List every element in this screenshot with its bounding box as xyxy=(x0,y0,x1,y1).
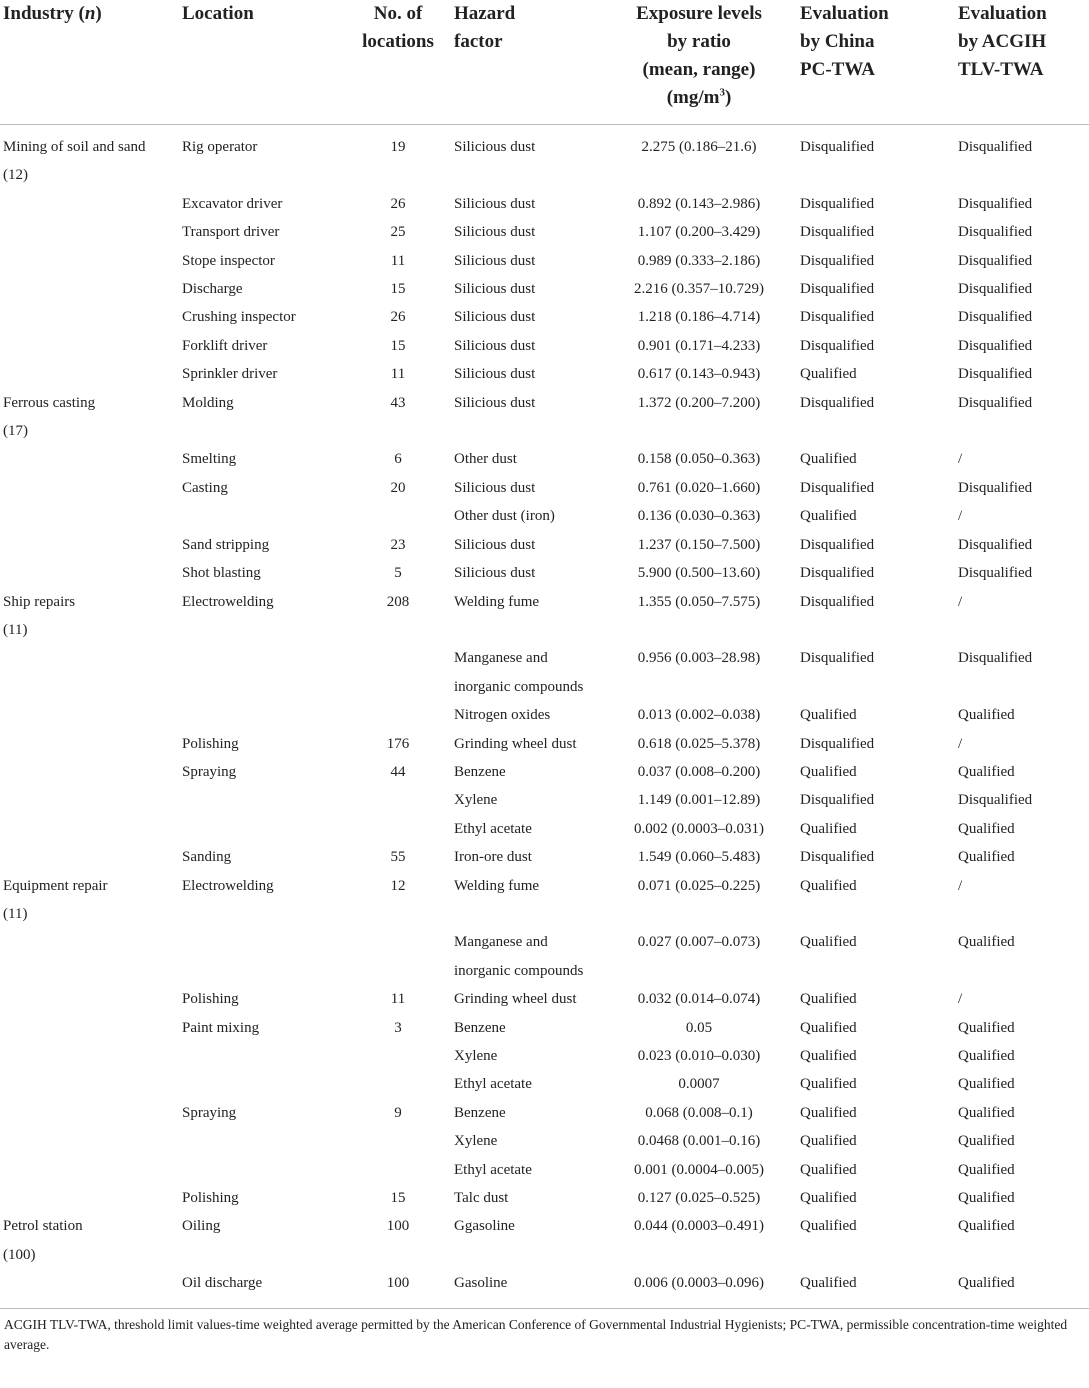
cell-num-locations: 100 xyxy=(386,1218,410,1235)
cell-industry xyxy=(0,1184,179,1212)
cell-exposure: 0.989 (0.333–2.186) xyxy=(637,252,761,269)
cell-hazard-factor: Xylene xyxy=(454,1133,498,1150)
cell-hazard-factor: Grinding wheel dust xyxy=(454,991,577,1008)
cell-hazard-factor: Silicious dust xyxy=(454,366,536,383)
cell-china-evaluation: Disqualified xyxy=(800,735,875,752)
cell-acgih-evaluation: Qualified xyxy=(958,1218,1015,1235)
cell-acgih-evaluation: Disqualified xyxy=(958,281,1033,298)
table-row xyxy=(0,1127,1089,1155)
cell-exposure: 0.05 xyxy=(685,1019,713,1036)
cell-industry: Mining of soil and sand (12) xyxy=(3,139,146,184)
cell-num-locations: 23 xyxy=(390,536,406,553)
cell-num-locations xyxy=(345,1156,451,1184)
cell-china-evaluation: Qualified xyxy=(800,707,857,724)
header-acgih-evaluation: Evaluation by ACGIH TLV-TWA xyxy=(958,3,1047,80)
cell-acgih-evaluation: Disqualified xyxy=(958,536,1033,553)
cell-acgih-evaluation: Qualified xyxy=(958,763,1015,780)
cell-acgih-evaluation: Qualified xyxy=(958,1190,1015,1207)
cell-num-locations xyxy=(345,1127,451,1155)
cell-industry: Petrol station (100) xyxy=(3,1218,83,1263)
cell-location xyxy=(179,1156,345,1184)
cell-china-evaluation: Disqualified xyxy=(800,337,875,354)
cell-num-locations: 100 xyxy=(386,1275,410,1292)
cell-acgih-evaluation: Disqualified xyxy=(958,650,1033,667)
cell-hazard-factor: Silicious dust xyxy=(454,394,536,411)
cell-num-locations: 12 xyxy=(390,877,406,894)
cell-hazard-factor: Welding fume xyxy=(454,877,540,894)
table-row xyxy=(0,928,1089,985)
cell-num-locations: 9 xyxy=(394,1104,402,1121)
cell-location: Polishing xyxy=(182,991,239,1008)
table-row xyxy=(0,644,1089,701)
cell-location: Oil discharge xyxy=(182,1275,263,1292)
cell-industry xyxy=(0,190,179,218)
cell-acgih-evaluation: Disqualified xyxy=(958,139,1033,155)
cell-acgih-evaluation: / xyxy=(958,451,963,468)
cell-num-locations: 11 xyxy=(390,991,406,1008)
cell-china-evaluation: Qualified xyxy=(800,934,857,951)
cell-exposure: 0.956 (0.003–28.98) xyxy=(637,650,761,667)
cell-china-evaluation: Disqualified xyxy=(800,650,875,667)
cell-china-evaluation: Disqualified xyxy=(800,479,875,496)
cell-china-evaluation: Qualified xyxy=(800,1104,857,1121)
cell-hazard-factor: Other dust (iron) xyxy=(454,508,555,525)
cell-hazard-factor: Manganese and inorganic compounds xyxy=(454,650,584,695)
cell-exposure: 0.0468 (0.001–0.16) xyxy=(637,1133,761,1150)
cell-location: Smelting xyxy=(182,451,237,468)
cell-exposure: 1.237 (0.150–7.500) xyxy=(637,536,761,553)
cell-exposure: 0.068 (0.008–0.1) xyxy=(645,1104,753,1121)
cell-location: Forklift driver xyxy=(182,337,268,354)
cell-num-locations: 26 xyxy=(390,195,406,212)
cell-acgih-evaluation: Disqualified xyxy=(958,366,1033,383)
table-row xyxy=(0,502,1089,530)
cell-num-locations: 44 xyxy=(390,763,406,780)
cell-china-evaluation: Qualified xyxy=(800,1048,857,1064)
cell-location: Shot blasting xyxy=(182,565,261,582)
cell-china-evaluation: Disqualified xyxy=(800,281,875,298)
cell-acgih-evaluation: Disqualified xyxy=(958,224,1033,241)
table-row xyxy=(0,1042,1089,1070)
table-row xyxy=(0,445,1089,473)
cell-location: Sprinkler driver xyxy=(182,366,278,383)
table-row xyxy=(0,275,1089,303)
cell-industry xyxy=(0,1269,179,1303)
table-row xyxy=(0,1269,1089,1303)
cell-num-locations xyxy=(345,502,451,530)
cell-china-evaluation: Qualified xyxy=(800,877,857,894)
cell-location: Discharge xyxy=(182,281,243,298)
cell-china-evaluation: Disqualified xyxy=(800,536,875,553)
cell-industry xyxy=(0,1156,179,1184)
cell-hazard-factor: Iron-ore dust xyxy=(454,849,532,866)
cell-num-locations xyxy=(345,1042,451,1070)
cell-exposure: 0.037 (0.008–0.200) xyxy=(637,763,761,780)
cell-location: Electrowelding xyxy=(182,593,274,610)
cell-exposure: 0.618 (0.025–5.378) xyxy=(637,735,761,752)
cell-china-evaluation: Disqualified xyxy=(800,195,875,212)
cell-hazard-factor: Other dust xyxy=(454,451,517,468)
cell-location: Rig operator xyxy=(182,139,258,155)
cell-industry xyxy=(0,474,179,502)
cell-industry xyxy=(0,445,179,473)
cell-exposure: 2.216 (0.357–10.729) xyxy=(634,281,764,298)
table-row xyxy=(0,332,1089,360)
cell-china-evaluation: Qualified xyxy=(800,508,857,525)
cell-industry: Ferrous casting (17) xyxy=(3,394,96,440)
cell-num-locations: 20 xyxy=(390,479,406,496)
table-row xyxy=(0,1212,1089,1269)
cell-industry xyxy=(0,1014,179,1042)
header-hazard-factor: Hazard factor xyxy=(454,3,516,52)
cell-acgih-evaluation: Qualified xyxy=(958,934,1015,951)
cell-acgih-evaluation: Qualified xyxy=(958,820,1015,837)
cell-num-locations: 25 xyxy=(390,224,406,241)
cell-num-locations: 15 xyxy=(390,281,406,298)
cell-china-evaluation: Qualified xyxy=(800,1161,857,1178)
cell-exposure: 0.006 (0.0003–0.096) xyxy=(634,1275,764,1292)
table-row xyxy=(0,786,1089,814)
cell-exposure: 1.218 (0.186–4.714) xyxy=(637,309,761,326)
cell-location: Excavator driver xyxy=(182,195,283,212)
table-row xyxy=(0,531,1089,559)
cell-exposure: 0.0007 xyxy=(678,1076,720,1093)
table-row xyxy=(0,360,1089,388)
cell-acgih-evaluation: Disqualified xyxy=(958,565,1033,582)
cell-hazard-factor: Benzene xyxy=(454,1104,506,1121)
footnote: ACGIH TLV-TWA, threshold limit values-time weighted average permitted by the American Conference of Governmental Industrial Hygienists; PC-TWA, permissible concentration-time weighted average. xyxy=(4,1316,1068,1352)
cell-hazard-factor: Silicious dust xyxy=(454,565,536,582)
cell-hazard-factor: Manganese and inorganic compounds xyxy=(454,934,584,979)
cell-num-locations: 208 xyxy=(386,593,410,610)
cell-location: Crushing inspector xyxy=(182,309,296,326)
cell-acgih-evaluation: / xyxy=(958,877,963,894)
cell-industry xyxy=(0,332,179,360)
cell-acgih-evaluation: Disqualified xyxy=(958,195,1033,212)
cell-location: Paint mixing xyxy=(182,1019,260,1036)
table-body xyxy=(0,125,1089,1304)
cell-industry xyxy=(0,985,179,1013)
cell-exposure: 0.127 (0.025–0.525) xyxy=(637,1190,761,1207)
cell-exposure: 0.158 (0.050–0.363) xyxy=(637,451,761,468)
cell-industry xyxy=(0,928,179,985)
cell-hazard-factor: Grinding wheel dust xyxy=(454,735,577,752)
cell-exposure: 0.136 (0.030–0.363) xyxy=(637,508,761,525)
cell-exposure: 1.149 (0.001–12.89) xyxy=(637,792,761,809)
table-row xyxy=(0,190,1089,218)
cell-china-evaluation: Qualified xyxy=(800,366,857,383)
cell-china-evaluation: Disqualified xyxy=(800,792,875,809)
cell-num-locations xyxy=(345,786,451,814)
cell-location: Spraying xyxy=(182,1104,237,1121)
cell-china-evaluation: Qualified xyxy=(800,820,857,837)
cell-industry xyxy=(0,758,179,786)
cell-hazard-factor: Silicious dust xyxy=(454,536,536,553)
cell-exposure: 0.027 (0.007–0.073) xyxy=(637,934,761,951)
cell-num-locations: 15 xyxy=(390,1190,406,1207)
cell-num-locations xyxy=(345,815,451,843)
cell-acgih-evaluation: Disqualified xyxy=(958,309,1033,326)
cell-acgih-evaluation: Qualified xyxy=(958,849,1015,866)
cell-china-evaluation: Disqualified xyxy=(800,252,875,269)
cell-hazard-factor: Silicious dust xyxy=(454,195,536,212)
cell-industry xyxy=(0,360,179,388)
cell-acgih-evaluation: Disqualified xyxy=(958,394,1033,411)
cell-china-evaluation: Qualified xyxy=(800,1275,857,1292)
table-row xyxy=(0,1156,1089,1184)
cell-industry xyxy=(0,303,179,331)
cell-num-locations xyxy=(345,701,451,729)
cell-exposure: 2.275 (0.186–21.6) xyxy=(641,139,757,155)
cell-exposure: 5.900 (0.500–13.60) xyxy=(637,565,761,582)
cell-exposure: 0.001 (0.0004–0.005) xyxy=(634,1161,764,1178)
cell-hazard-factor: Gasoline xyxy=(454,1275,508,1292)
cell-industry xyxy=(0,730,179,758)
cell-location: Stope inspector xyxy=(182,252,275,269)
cell-exposure: 1.107 (0.200–3.429) xyxy=(637,224,761,241)
cell-acgih-evaluation: Qualified xyxy=(958,1275,1015,1292)
cell-location xyxy=(179,815,345,843)
cell-exposure: 0.071 (0.025–0.225) xyxy=(637,877,761,894)
table-row xyxy=(0,1099,1089,1127)
cell-industry xyxy=(0,786,179,814)
cell-china-evaluation: Qualified xyxy=(800,1133,857,1150)
cell-location xyxy=(179,701,345,729)
cell-acgih-evaluation: Disqualified xyxy=(958,792,1033,809)
cell-hazard-factor: Benzene xyxy=(454,1019,506,1036)
cell-acgih-evaluation: Qualified xyxy=(958,1019,1015,1036)
cell-acgih-evaluation: Qualified xyxy=(958,707,1015,724)
cell-num-locations xyxy=(345,928,451,985)
header-china-evaluation: Evaluation by China PC-TWA xyxy=(800,3,889,80)
cell-acgih-evaluation: / xyxy=(958,593,963,610)
header-location: Location xyxy=(182,3,254,24)
cell-location: Transport driver xyxy=(182,224,280,241)
table-row xyxy=(0,1184,1089,1212)
cell-exposure: 0.023 (0.010–0.030) xyxy=(637,1048,761,1064)
table-row xyxy=(0,758,1089,786)
cell-industry xyxy=(0,218,179,246)
cell-hazard-factor: Silicious dust xyxy=(454,224,536,241)
cell-acgih-evaluation: Qualified xyxy=(958,1133,1015,1150)
cell-china-evaluation: Disqualified xyxy=(800,565,875,582)
cell-location: Polishing xyxy=(182,735,239,752)
cell-num-locations: 19 xyxy=(390,139,406,155)
table-header xyxy=(0,0,1089,125)
cell-hazard-factor: Ethyl acetate xyxy=(454,1076,532,1093)
cell-num-locations: 43 xyxy=(390,394,406,411)
cell-industry xyxy=(0,1042,179,1070)
cell-num-locations: 11 xyxy=(390,366,406,383)
cell-hazard-factor: Nitrogen oxides xyxy=(454,707,551,724)
cell-num-locations: 3 xyxy=(394,1019,402,1036)
cell-hazard-factor: Talc dust xyxy=(454,1190,509,1207)
cell-location: Molding xyxy=(182,394,234,411)
cell-hazard-factor: Silicious dust xyxy=(454,337,536,354)
cell-hazard-factor: Ggasoline xyxy=(454,1218,515,1235)
table-row xyxy=(0,730,1089,758)
table-row xyxy=(0,125,1089,190)
cell-exposure: 0.901 (0.171–4.233) xyxy=(637,337,761,354)
table-row xyxy=(0,247,1089,275)
cell-industry xyxy=(0,531,179,559)
cell-china-evaluation: Qualified xyxy=(800,1076,857,1093)
cell-china-evaluation: Disqualified xyxy=(800,593,875,610)
cell-location: Oiling xyxy=(182,1218,221,1235)
cell-location xyxy=(179,1042,345,1070)
cell-hazard-factor: Ethyl acetate xyxy=(454,1161,532,1178)
cell-num-locations: 15 xyxy=(390,337,406,354)
cell-num-locations: 5 xyxy=(394,565,402,582)
table-row xyxy=(0,474,1089,502)
cell-china-evaluation: Disqualified xyxy=(800,849,875,866)
cell-location xyxy=(179,928,345,985)
cell-industry xyxy=(0,559,179,587)
table-footer xyxy=(0,1308,1089,1355)
cell-location xyxy=(179,1070,345,1098)
cell-num-locations: 6 xyxy=(394,451,402,468)
header-industry: Industry (n) xyxy=(3,3,102,24)
cell-hazard-factor: Xylene xyxy=(454,1048,498,1064)
cell-hazard-factor: Welding fume xyxy=(454,593,540,610)
cell-industry xyxy=(0,247,179,275)
table-row xyxy=(0,1070,1089,1098)
cell-industry xyxy=(0,1070,179,1098)
header-num-locations: No. of locations xyxy=(362,3,434,52)
cell-exposure: 0.892 (0.143–2.986) xyxy=(637,195,761,212)
cell-exposure: 0.013 (0.002–0.038) xyxy=(637,707,761,724)
cell-china-evaluation: Disqualified xyxy=(800,224,875,241)
cell-num-locations: 26 xyxy=(390,309,406,326)
cell-acgih-evaluation: Disqualified xyxy=(958,337,1033,354)
cell-exposure: 1.549 (0.060–5.483) xyxy=(637,849,761,866)
cell-china-evaluation: Qualified xyxy=(800,1190,857,1207)
cell-acgih-evaluation: / xyxy=(958,991,963,1008)
cell-location xyxy=(179,1127,345,1155)
cell-exposure: 0.617 (0.143–0.943) xyxy=(637,366,761,383)
table-row xyxy=(0,815,1089,843)
cell-industry xyxy=(0,644,179,701)
cell-hazard-factor: Silicious dust xyxy=(454,281,536,298)
cell-hazard-factor: Ethyl acetate xyxy=(454,820,532,837)
cell-industry xyxy=(0,701,179,729)
cell-exposure: 0.044 (0.0003–0.491) xyxy=(634,1218,764,1235)
header-exposure-levels: Exposure levels by ratio (mean, range) $(mg/m^3)$ xyxy=(636,3,762,108)
cell-exposure: 0.761 (0.020–1.660) xyxy=(637,479,761,496)
cell-hazard-factor: Silicious dust xyxy=(454,309,536,326)
cell-industry xyxy=(0,1127,179,1155)
cell-industry: Equipment repair (11) xyxy=(3,877,108,922)
cell-hazard-factor: Silicious dust xyxy=(454,139,536,155)
cell-industry: Ship repairs (11) xyxy=(3,593,76,638)
table-row xyxy=(0,303,1089,331)
cell-industry xyxy=(0,815,179,843)
cell-num-locations xyxy=(345,644,451,701)
cell-num-locations: 55 xyxy=(390,849,406,866)
cell-num-locations: 11 xyxy=(390,252,406,269)
cell-acgih-evaluation: / xyxy=(958,735,963,752)
cell-china-evaluation: Disqualified xyxy=(800,309,875,326)
cell-exposure: 1.372 (0.200–7.200) xyxy=(637,394,761,411)
cell-china-evaluation: Qualified xyxy=(800,763,857,780)
header-row xyxy=(0,0,1089,125)
cell-acgih-evaluation: Qualified xyxy=(958,1076,1015,1093)
cell-acgih-evaluation: Qualified xyxy=(958,1104,1015,1121)
cell-industry xyxy=(0,275,179,303)
cell-exposure: 0.002 (0.0003–0.031) xyxy=(634,820,764,837)
table-row xyxy=(0,1014,1089,1042)
table-row xyxy=(0,559,1089,587)
table-row xyxy=(0,588,1089,645)
cell-acgih-evaluation: Qualified xyxy=(958,1048,1015,1064)
table-row xyxy=(0,843,1089,871)
cell-location xyxy=(179,502,345,530)
cell-acgih-evaluation: Disqualified xyxy=(958,479,1033,496)
cell-num-locations xyxy=(345,1070,451,1098)
cell-exposure: 1.355 (0.050–7.575) xyxy=(637,593,761,610)
table-row xyxy=(0,701,1089,729)
table-row xyxy=(0,218,1089,246)
cell-china-evaluation: Qualified xyxy=(800,991,857,1008)
cell-location: Casting xyxy=(182,479,228,496)
cell-industry xyxy=(0,502,179,530)
cell-acgih-evaluation: Disqualified xyxy=(958,252,1033,269)
table-row xyxy=(0,389,1089,446)
cell-location: Spraying xyxy=(182,763,237,780)
table-row xyxy=(0,985,1089,1013)
cell-hazard-factor: Benzene xyxy=(454,763,506,780)
cell-location: Sanding xyxy=(182,849,232,866)
cell-china-evaluation: Disqualified xyxy=(800,394,875,411)
cell-acgih-evaluation: Qualified xyxy=(958,1161,1015,1178)
cell-industry xyxy=(0,1099,179,1127)
cell-location xyxy=(179,786,345,814)
table-row xyxy=(0,872,1089,929)
cell-num-locations: 176 xyxy=(386,735,410,752)
cell-hazard-factor: Xylene xyxy=(454,792,498,809)
cell-china-evaluation: Qualified xyxy=(800,1218,857,1235)
cell-location: Polishing xyxy=(182,1190,239,1207)
cell-exposure: 0.032 (0.014–0.074) xyxy=(637,991,761,1008)
cell-hazard-factor: Silicious dust xyxy=(454,252,536,269)
cell-location: Sand stripping xyxy=(182,536,270,553)
cell-location xyxy=(179,644,345,701)
cell-china-evaluation: Qualified xyxy=(800,1019,857,1036)
cell-location: Electrowelding xyxy=(182,877,274,894)
cell-china-evaluation: Disqualified xyxy=(800,139,875,155)
cell-china-evaluation: Qualified xyxy=(800,451,857,468)
cell-acgih-evaluation: / xyxy=(958,508,963,525)
cell-industry xyxy=(0,843,179,871)
cell-hazard-factor: Silicious dust xyxy=(454,479,536,496)
